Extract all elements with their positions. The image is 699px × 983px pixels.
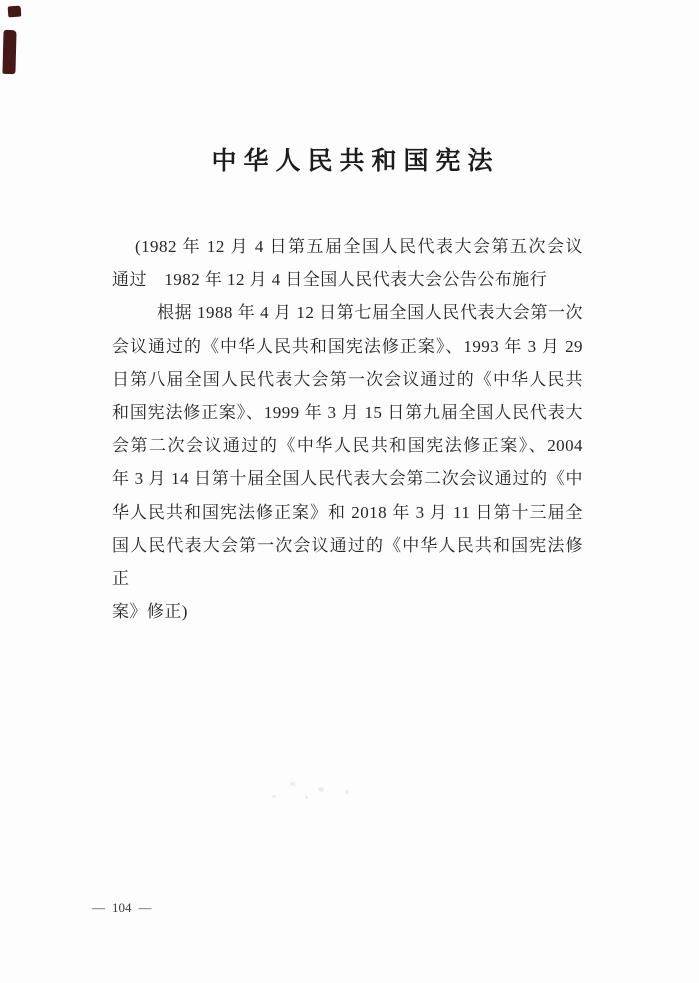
preamble-line: 日第八届全国人民代表大会第一次会议通过的《中华人民共	[112, 369, 583, 389]
preamble-line: 华人民共和国宪法修正案》和 2018 年 3 月 11 日第十三届全	[112, 502, 583, 522]
preamble-note	[112, 230, 583, 628]
scan-smudge	[305, 796, 308, 799]
ink-stain-top-left-bar	[2, 30, 16, 74]
scan-smudge	[345, 790, 349, 794]
page-footer	[92, 900, 152, 916]
page-number: 104	[112, 900, 132, 915]
footer-dash-left: —	[92, 900, 105, 915]
preamble-line: 会第二次会议通过的《中华人民共和国宪法修正案》、2004	[112, 436, 583, 456]
footer-dash-right: —	[138, 900, 152, 915]
preamble-line: 通过 1982 年 12 月 4 日全国人民代表大会公告公布施行	[112, 270, 548, 290]
document-title: 中华人民共和国宪法	[211, 148, 500, 175]
preamble-line: 案》修正)	[112, 602, 188, 622]
scan-smudge	[318, 787, 324, 792]
preamble-line: 国人民代表大会第一次会议通过的《中华人民共和国宪法修正	[112, 535, 583, 589]
scan-smudge	[290, 782, 295, 786]
ink-stain-top-left-small	[8, 6, 22, 18]
scan-smudge	[272, 795, 276, 798]
preamble-line: (1982 年 12 月 4 日第五届全国人民代表大会第五次会议	[135, 237, 583, 256]
preamble-line: 和国宪法修正案》、1999 年 3 月 15 日第九届全国人民代表大	[112, 403, 583, 423]
preamble-line: 根据 1988 年 4 月 12 日第七届全国人民代表大会第一次	[157, 303, 583, 323]
preamble-line: 年 3 月 14 日第十届全国人民代表大会第二次会议通过的《中	[112, 469, 583, 489]
preamble-line: 会议通过的《中华人民共和国宪法修正案》、1993 年 3 月 29	[112, 336, 583, 356]
